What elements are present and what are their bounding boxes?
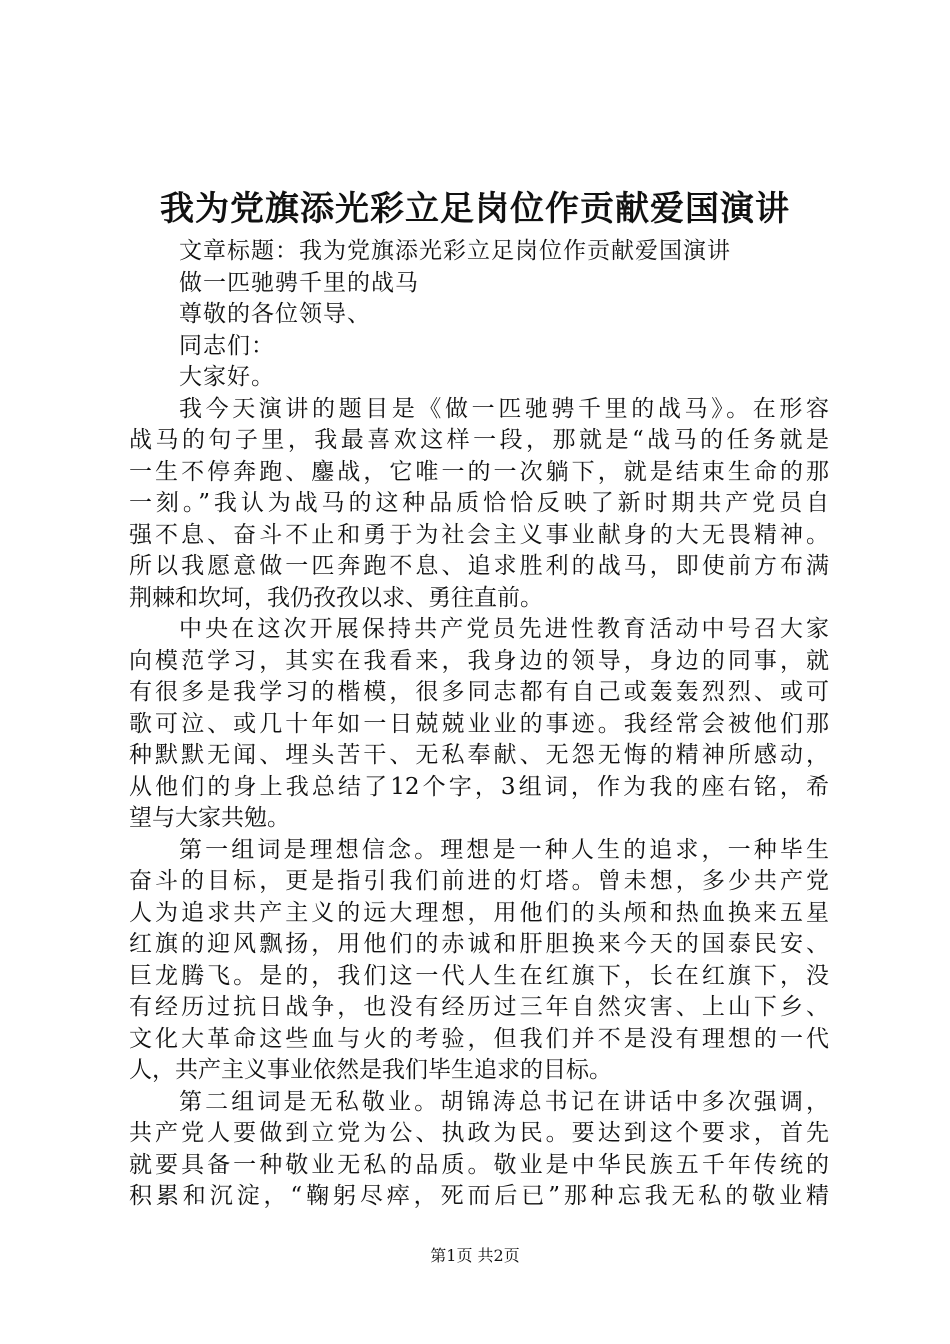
paragraph-line: 人，共产主义事业依然是我们毕生追求的目标。 [129, 1057, 612, 1083]
paragraph-line: 红旗的迎风飘扬，用他们的赤诚和肝胆换来今天的国泰民安、 [129, 931, 829, 957]
paragraph-line: 一刻。”我认为战马的这种品质恰恰反映了新时期共产党员自 [129, 490, 829, 516]
paragraph-line: 向模范学习，其实在我看来，我身边的领导，身边的同事，就 [129, 647, 829, 674]
paragraph-line: 所以我愿意做一匹奔跑不息、追求胜利的战马，即使前方布满 [129, 553, 829, 579]
document-title: 我为党旗添光彩立足岗位作贡献爱国演讲 [160, 189, 790, 229]
salutation-line: 同志们： [179, 332, 275, 359]
paragraph-line: 人为追求共产主义的远大理想，用他们的头颅和热血换来五星 [129, 899, 829, 926]
paragraph-line: 荆棘和坎坷，我仍孜孜以求、勇往直前。 [129, 584, 543, 611]
paragraph-line: 巨龙腾飞。是的，我们这一代人生在红旗下，长在红旗下，没 [129, 962, 829, 989]
paragraph-line: 就要具备一种敬业无私的品质。敬业是中华民族五千年传统的 [129, 1151, 829, 1178]
page-number-footer: 第1页 共2页 [430, 1246, 520, 1265]
salutation-line: 尊敬的各位领导、 [179, 301, 371, 327]
paragraph-line: 第二组词是无私敬业。胡锦涛总书记在讲话中多次强调， [179, 1088, 829, 1115]
paragraph-line: 共产党人要做到立党为公、执政为民。要达到这个要求，首先 [129, 1120, 829, 1146]
paragraph-line: 文化大革命这些血与火的考验，但我们并不是没有理想的一代 [129, 1025, 829, 1052]
paragraph-line: 奋斗的目标，更是指引我们前进的灯塔。曾未想，多少共产党 [129, 868, 829, 894]
paragraph-line: 中央在这次开展保持共产党员先进性教育活动中号召大家 [179, 616, 829, 642]
paragraph-line: 积累和沉淀，“鞠躬尽瘁，死而后已”那种忘我无私的敬业精 [129, 1183, 829, 1209]
paragraph-line: 歌可泣、或几十年如一日兢兢业业的事迹。我经常会被他们那 [129, 710, 829, 737]
paragraph-line: 有经历过抗日战争，也没有经历过三年自然灾害、上山下乡、 [129, 994, 829, 1020]
paragraph-line: 战马的句子里，我最喜欢这样一段，那就是“战马的任务就是 [129, 427, 829, 453]
speech-subtitle: 做一匹驰骋千里的战马 [179, 269, 419, 296]
document-body [129, 236, 829, 1213]
paragraph-line: 第一组词是理想信念。理想是一种人生的追求，一种毕生 [179, 836, 829, 863]
paragraph-line: 我今天演讲的题目是《做一匹驰骋千里的战马》。在形容 [179, 395, 829, 422]
paragraph-line: 望与大家共勉。 [129, 805, 290, 831]
paragraph-line: 有很多是我学习的楷模，很多同志都有自己或轰轰烈烈、或可 [129, 679, 829, 705]
paragraph-line: 从他们的身上我总结了12个字，3组词，作为我的座右铭，希 [129, 773, 829, 800]
paragraph-line: 种默默无闻、埋头苦干、无私奉献、无怨无悔的精神所感动， [129, 742, 829, 768]
greeting-line: 大家好。 [179, 364, 275, 390]
paragraph-line: 一生不停奔跑、鏖战，它唯一的一次躺下，就是结束生命的那 [129, 458, 829, 485]
paragraph-line: 强不息、奋斗不止和勇于为社会主义事业献身的大无畏精神。 [129, 521, 829, 548]
article-title-line: 文章标题：我为党旗添光彩立足岗位作贡献爱国演讲 [179, 238, 731, 264]
